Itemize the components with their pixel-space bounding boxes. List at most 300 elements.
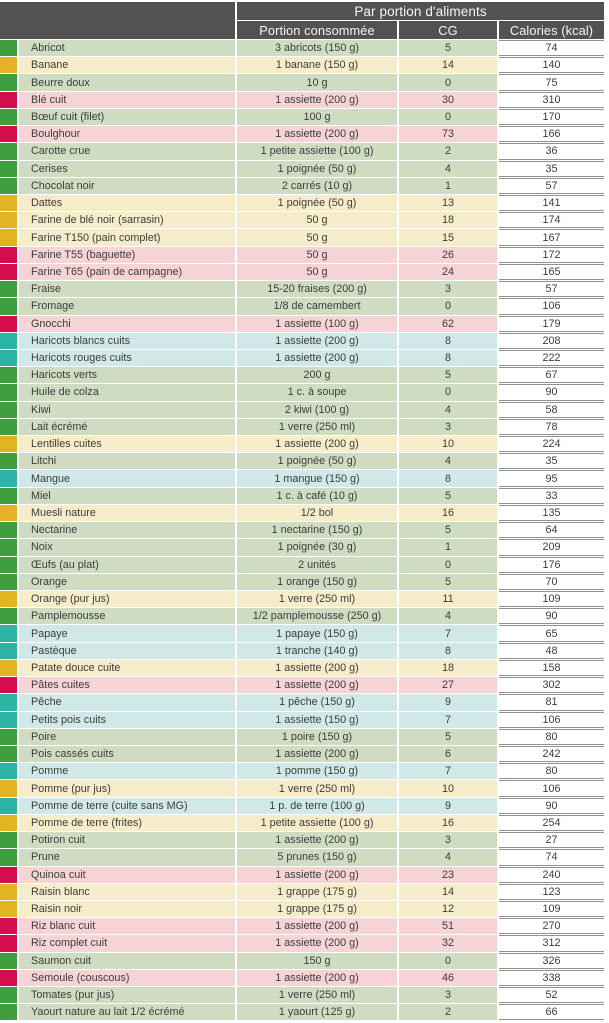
food-name: Carotte crue (19, 143, 235, 159)
category-color-chip (0, 729, 17, 745)
food-name: Miel (19, 488, 235, 504)
food-name: Farine T55 (baguette) (19, 247, 235, 263)
calories-value: 95 (499, 470, 604, 486)
cg-value: 6 (399, 746, 497, 762)
table-row (0, 143, 609, 159)
portion-value: 150 g (237, 953, 397, 969)
calories-value: 67 (499, 367, 604, 383)
portion-value: 1 poignée (30 g) (237, 539, 397, 555)
category-color-chip (0, 557, 17, 573)
cg-value: 0 (399, 557, 497, 573)
food-name: Pomme (19, 763, 235, 779)
cg-value: 30 (399, 92, 497, 108)
portion-value: 1 poignée (50 g) (237, 453, 397, 469)
cg-value: 4 (399, 161, 497, 177)
calories-value: 78 (499, 419, 604, 435)
food-name: Blé cuit (19, 92, 235, 108)
food-name: Pastèque (19, 643, 235, 659)
food-name: Abricot (19, 40, 235, 56)
calories-value: 254 (499, 815, 604, 831)
calories-value: 106 (499, 298, 604, 314)
portion-value: 1 assiette (200 g) (237, 350, 397, 366)
cg-value: 27 (399, 677, 497, 693)
category-color-chip (0, 522, 17, 538)
category-color-chip (0, 57, 17, 73)
table-row (0, 591, 609, 607)
cg-value: 0 (399, 109, 497, 125)
cg-value: 5 (399, 367, 497, 383)
table-row (0, 712, 609, 728)
calories-value: 141 (499, 195, 604, 211)
table-header (0, 2, 609, 39)
category-color-chip (0, 746, 17, 762)
portion-value: 50 g (237, 247, 397, 263)
cg-value: 5 (399, 574, 497, 590)
portion-value: 1 c. à café (10 g) (237, 488, 397, 504)
calories-value: 242 (499, 746, 604, 762)
food-name: Dattes (19, 195, 235, 211)
food-name: Pomme de terre (frites) (19, 815, 235, 831)
calories-value: 33 (499, 488, 604, 504)
calories-value: 140 (499, 57, 604, 73)
table-row (0, 436, 609, 452)
calories-value: 90 (499, 384, 604, 400)
cg-value: 5 (399, 729, 497, 745)
cg-value: 32 (399, 935, 497, 951)
category-color-chip (0, 694, 17, 710)
category-color-chip (0, 625, 17, 641)
portion-value: 1 p. de terre (100 g) (237, 798, 397, 814)
table-row (0, 178, 609, 194)
food-name: Pâtes cuites (19, 677, 235, 693)
calories-value: 224 (499, 436, 604, 452)
portion-value: 50 g (237, 229, 397, 245)
cg-value: 15 (399, 229, 497, 245)
portion-value: 5 prunes (150 g) (237, 849, 397, 865)
portion-value: 1 mangue (150 g) (237, 470, 397, 486)
table-row (0, 677, 609, 693)
category-color-chip (0, 195, 17, 211)
calories-value: 27 (499, 832, 604, 848)
portion-value: 2 carrés (10 g) (237, 178, 397, 194)
food-name: Petits pois cuits (19, 712, 235, 728)
food-name: Œufs (au plat) (19, 557, 235, 573)
portion-value: 1 orange (150 g) (237, 574, 397, 590)
portion-value: 100 g (237, 109, 397, 125)
portion-value: 1 verre (250 ml) (237, 780, 397, 796)
food-name: Quinoa cuit (19, 867, 235, 883)
category-color-chip (0, 608, 17, 624)
table-row (0, 935, 609, 951)
calories-value: 165 (499, 264, 604, 280)
portion-value: 1 assiette (200 g) (237, 660, 397, 676)
column-header-calories: Calories (kcal) (499, 21, 604, 39)
food-name: Patate douce cuite (19, 660, 235, 676)
table-row (0, 539, 609, 555)
food-name: Pois cassés cuits (19, 746, 235, 762)
calories-value: 176 (499, 557, 604, 573)
cg-value: 7 (399, 625, 497, 641)
portion-value: 1 poire (150 g) (237, 729, 397, 745)
table-row (0, 729, 609, 745)
category-color-chip (0, 229, 17, 245)
portion-value: 1 petite assiette (100 g) (237, 815, 397, 831)
category-color-chip (0, 367, 17, 383)
cg-value: 4 (399, 453, 497, 469)
food-name: Mangue (19, 470, 235, 486)
calories-value: 35 (499, 453, 604, 469)
table-row (0, 74, 609, 90)
cg-value: 62 (399, 316, 497, 332)
category-color-chip (0, 247, 17, 263)
category-color-chip (0, 178, 17, 194)
calories-value: 310 (499, 92, 604, 108)
calories-value: 326 (499, 953, 604, 969)
table-row (0, 247, 609, 263)
table-row (0, 316, 609, 332)
table-row (0, 40, 609, 56)
food-name: Litchi (19, 453, 235, 469)
portion-value: 1 assiette (200 g) (237, 867, 397, 883)
portion-value: 1 verre (250 ml) (237, 591, 397, 607)
category-color-chip (0, 677, 17, 693)
portion-value: 1 assiette (200 g) (237, 746, 397, 762)
portion-value: 1/8 de camembert (237, 298, 397, 314)
cg-value: 23 (399, 867, 497, 883)
cg-value: 18 (399, 212, 497, 228)
cg-value: 10 (399, 436, 497, 452)
category-color-chip (0, 488, 17, 504)
portion-value: 1 pêche (150 g) (237, 694, 397, 710)
calories-value: 109 (499, 901, 604, 917)
category-color-chip (0, 660, 17, 676)
food-name: Orange (19, 574, 235, 590)
portion-value: 1 c. à soupe (237, 384, 397, 400)
portion-value: 3 abricots (150 g) (237, 40, 397, 56)
calories-value: 57 (499, 178, 604, 194)
category-color-chip (0, 884, 17, 900)
table-row (0, 505, 609, 521)
food-name: Tomates (pur jus) (19, 987, 235, 1003)
category-color-chip (0, 798, 17, 814)
cg-value: 73 (399, 126, 497, 142)
category-color-chip (0, 109, 17, 125)
portion-value: 2 unités (237, 557, 397, 573)
food-name: Papaye (19, 625, 235, 641)
portion-value: 1/2 pamplemousse (250 g) (237, 608, 397, 624)
portion-value: 1 poignée (50 g) (237, 195, 397, 211)
calories-value: 70 (499, 574, 604, 590)
calories-value: 338 (499, 970, 604, 986)
food-name: Raisin blanc (19, 884, 235, 900)
calories-value: 312 (499, 935, 604, 951)
portion-value: 1 tranche (140 g) (237, 643, 397, 659)
table-row (0, 126, 609, 142)
category-color-chip (0, 161, 17, 177)
table-row (0, 281, 609, 297)
portion-value: 1 verre (250 ml) (237, 987, 397, 1003)
cg-value: 2 (399, 1004, 497, 1020)
food-name: Potiron cuit (19, 832, 235, 848)
table-row (0, 694, 609, 710)
food-name: Riz blanc cuit (19, 918, 235, 934)
food-name: Semoule (couscous) (19, 970, 235, 986)
cg-value: 8 (399, 643, 497, 659)
category-color-chip (0, 849, 17, 865)
cg-value: 0 (399, 298, 497, 314)
table-row (0, 470, 609, 486)
category-color-chip (0, 901, 17, 917)
table-row (0, 798, 609, 814)
category-color-chip (0, 539, 17, 555)
food-name: Riz complet cuit (19, 935, 235, 951)
category-color-chip (0, 74, 17, 90)
category-color-chip (0, 832, 17, 848)
table-row (0, 350, 609, 366)
category-color-chip (0, 815, 17, 831)
food-name: Chocolat noir (19, 178, 235, 194)
table-row (0, 953, 609, 969)
table-row (0, 867, 609, 883)
portion-value: 1 assiette (100 g) (237, 316, 397, 332)
calories-value: 81 (499, 694, 604, 710)
calories-value: 75 (499, 74, 604, 90)
cg-value: 18 (399, 660, 497, 676)
portion-value: 1 assiette (200 g) (237, 126, 397, 142)
portion-value: 1 grappe (175 g) (237, 884, 397, 900)
category-color-chip (0, 970, 17, 986)
cg-value: 12 (399, 901, 497, 917)
cg-value: 3 (399, 419, 497, 435)
table-row (0, 488, 609, 504)
table-row (0, 643, 609, 659)
category-color-chip (0, 316, 17, 332)
food-name: Saumon cuit (19, 953, 235, 969)
table-row (0, 402, 609, 418)
category-color-chip (0, 574, 17, 590)
calories-value: 48 (499, 643, 604, 659)
calories-value: 222 (499, 350, 604, 366)
cg-value: 14 (399, 57, 497, 73)
calories-value: 58 (499, 402, 604, 418)
cg-value: 7 (399, 712, 497, 728)
food-name: Poire (19, 729, 235, 745)
portion-value: 1 banane (150 g) (237, 57, 397, 73)
cg-value: 8 (399, 333, 497, 349)
calories-value: 90 (499, 798, 604, 814)
portion-value: 50 g (237, 264, 397, 280)
cg-value: 8 (399, 470, 497, 486)
category-color-chip (0, 712, 17, 728)
food-name: Cerises (19, 161, 235, 177)
category-color-chip (0, 763, 17, 779)
food-name: Raisin noir (19, 901, 235, 917)
category-color-chip (0, 935, 17, 951)
cg-value: 4 (399, 849, 497, 865)
table-row (0, 625, 609, 641)
portion-value: 1 assiette (200 g) (237, 935, 397, 951)
portion-value: 1 assiette (200 g) (237, 92, 397, 108)
calories-value: 106 (499, 780, 604, 796)
category-color-chip (0, 780, 17, 796)
calories-value: 80 (499, 763, 604, 779)
cg-value: 4 (399, 608, 497, 624)
category-color-chip (0, 1004, 17, 1020)
food-name: Orange (pur jus) (19, 591, 235, 607)
food-name: Pamplemousse (19, 608, 235, 624)
food-name: Fromage (19, 298, 235, 314)
portion-value: 1 nectarine (150 g) (237, 522, 397, 538)
table-row (0, 1004, 609, 1020)
portion-value: 1 pomme (150 g) (237, 763, 397, 779)
calories-value: 123 (499, 884, 604, 900)
table-body (0, 40, 609, 1020)
table-row (0, 884, 609, 900)
category-color-chip (0, 953, 17, 969)
category-color-chip (0, 350, 17, 366)
portion-value: 2 kiwi (100 g) (237, 402, 397, 418)
portion-value: 1 poignée (50 g) (237, 161, 397, 177)
cg-value: 5 (399, 488, 497, 504)
category-color-chip (0, 384, 17, 400)
portion-value: 1 verre (250 ml) (237, 419, 397, 435)
calories-value: 158 (499, 660, 604, 676)
category-color-chip (0, 987, 17, 1003)
table-row (0, 918, 609, 934)
table-row (0, 522, 609, 538)
category-color-chip (0, 126, 17, 142)
food-name: Nectarine (19, 522, 235, 538)
calories-value: 172 (499, 247, 604, 263)
food-name: Haricots rouges cuits (19, 350, 235, 366)
food-name: Boulghour (19, 126, 235, 142)
calories-value: 170 (499, 109, 604, 125)
calories-value: 302 (499, 677, 604, 693)
table-row (0, 195, 609, 211)
food-name: Bœuf cuit (filet) (19, 109, 235, 125)
category-color-chip (0, 470, 17, 486)
cg-value: 0 (399, 74, 497, 90)
category-color-chip (0, 281, 17, 297)
portion-value: 1 assiette (150 g) (237, 712, 397, 728)
calories-value: 106 (499, 712, 604, 728)
cg-value: 7 (399, 763, 497, 779)
category-color-chip (0, 505, 17, 521)
table-row (0, 57, 609, 73)
calories-value: 52 (499, 987, 604, 1003)
food-name: Pêche (19, 694, 235, 710)
portion-value: 1 papaye (150 g) (237, 625, 397, 641)
cg-value: 1 (399, 539, 497, 555)
food-name: Fraise (19, 281, 235, 297)
portion-value: 1 assiette (200 g) (237, 333, 397, 349)
calories-value: 174 (499, 212, 604, 228)
table-row (0, 384, 609, 400)
calories-value: 80 (499, 729, 604, 745)
category-color-chip (0, 591, 17, 607)
cg-value: 3 (399, 281, 497, 297)
cg-value: 0 (399, 384, 497, 400)
calories-value: 209 (499, 539, 604, 555)
table-row (0, 419, 609, 435)
cg-value: 10 (399, 780, 497, 796)
cg-value: 16 (399, 505, 497, 521)
food-name: Farine de blé noir (sarrasin) (19, 212, 235, 228)
table-row (0, 746, 609, 762)
table-row (0, 763, 609, 779)
portion-value: 1 assiette (200 g) (237, 918, 397, 934)
calories-value: 64 (499, 522, 604, 538)
food-name: Lentilles cuites (19, 436, 235, 452)
calories-value: 66 (499, 1004, 604, 1020)
header-corner-cell (0, 2, 235, 39)
cg-value: 1 (399, 178, 497, 194)
calories-value: 74 (499, 40, 604, 56)
food-name: Muesli nature (19, 505, 235, 521)
food-name: Kiwi (19, 402, 235, 418)
category-color-chip (0, 402, 17, 418)
calories-value: 240 (499, 867, 604, 883)
cg-value: 46 (399, 970, 497, 986)
category-color-chip (0, 264, 17, 280)
food-name: Pomme de terre (cuite sans MG) (19, 798, 235, 814)
food-name: Beurre doux (19, 74, 235, 90)
food-name: Yaourt nature au lait 1/2 écrémé (19, 1004, 235, 1020)
cg-value: 13 (399, 195, 497, 211)
cg-value: 14 (399, 884, 497, 900)
table-row (0, 832, 609, 848)
cg-value: 8 (399, 350, 497, 366)
portion-value: 1 assiette (200 g) (237, 970, 397, 986)
cg-value: 4 (399, 402, 497, 418)
calories-value: 65 (499, 625, 604, 641)
cg-value: 5 (399, 522, 497, 538)
cg-value: 11 (399, 591, 497, 607)
category-color-chip (0, 40, 17, 56)
portion-value: 200 g (237, 367, 397, 383)
table-title: Par portion d'aliments (237, 2, 604, 20)
category-color-chip (0, 453, 17, 469)
food-name: Noix (19, 539, 235, 555)
cg-value: 3 (399, 832, 497, 848)
cg-value: 24 (399, 264, 497, 280)
calories-value: 109 (499, 591, 604, 607)
cg-value: 16 (399, 815, 497, 831)
portion-value: 1 assiette (200 g) (237, 677, 397, 693)
category-color-chip (0, 436, 17, 452)
calories-value: 179 (499, 316, 604, 332)
calories-value: 90 (499, 608, 604, 624)
table-row (0, 574, 609, 590)
category-color-chip (0, 867, 17, 883)
category-color-chip (0, 298, 17, 314)
portion-value: 10 g (237, 74, 397, 90)
portion-value: 15-20 fraises (200 g) (237, 281, 397, 297)
column-header-cg: CG (399, 21, 497, 39)
calories-value: 57 (499, 281, 604, 297)
calories-value: 166 (499, 126, 604, 142)
food-name: Prune (19, 849, 235, 865)
food-name: Gnocchi (19, 316, 235, 332)
table-row (0, 849, 609, 865)
cg-value: 9 (399, 798, 497, 814)
food-name: Pomme (pur jus) (19, 780, 235, 796)
calories-value: 135 (499, 505, 604, 521)
column-header-portion: Portion consommée (237, 21, 397, 39)
cg-value: 5 (399, 40, 497, 56)
cg-value: 0 (399, 953, 497, 969)
table-row (0, 557, 609, 573)
